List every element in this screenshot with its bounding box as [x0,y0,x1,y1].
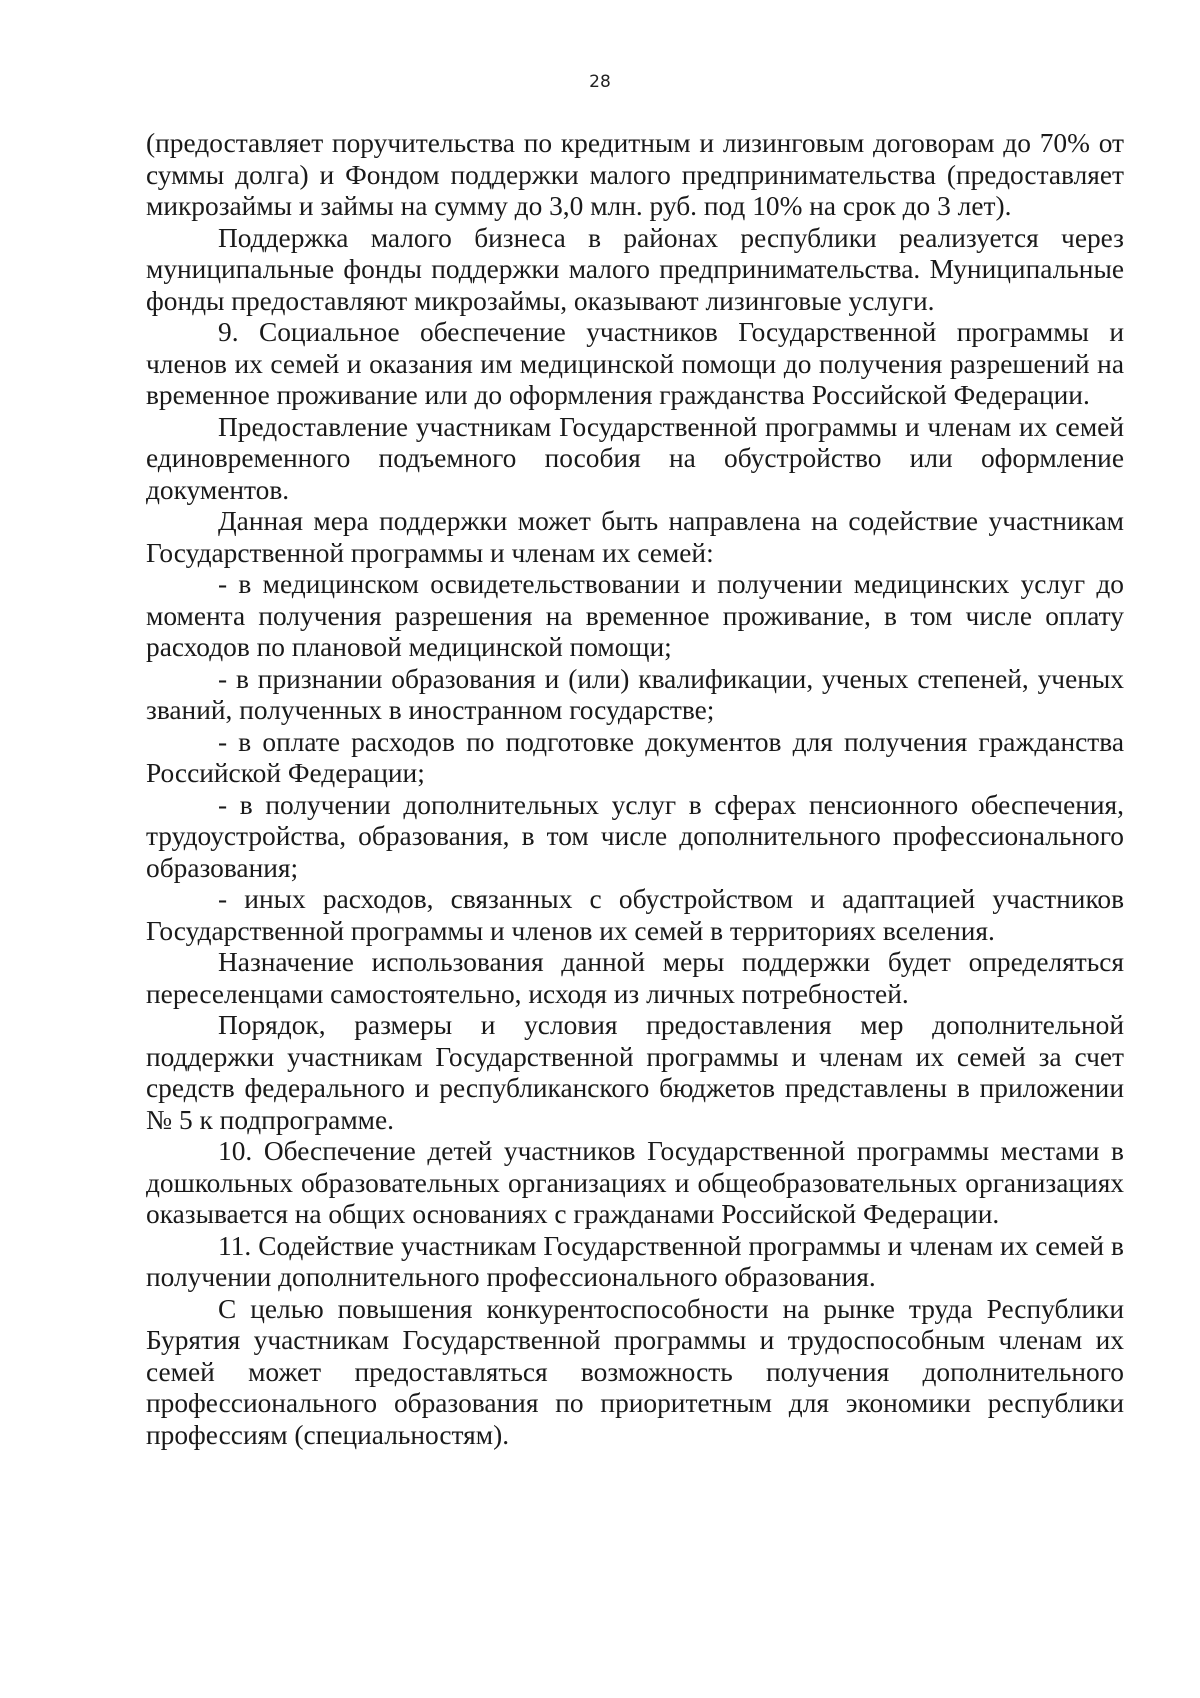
paragraph-procedure: Порядок, размеры и условия предоставления мер дополнительной поддержки участникам Государственной программы и членам их семей за счет средств федерального и республиканского бюджетов представлены в приложении № 5 к подпрограмме. [146,1010,1124,1135]
paragraph-purpose-of-use: Назначение использования данной меры поддержки будет определяться переселенцами самостоятельно, исходя из личных потребностей. [146,947,1124,1009]
list-item-citizenship-documents: - в оплате расходов по подготовке документов для получения гражданства Российской Федерации; [146,726,1124,788]
paragraph-item-10: 10. Обеспечение детей участников Государственной программы местами в дошкольных образовательных организациях и общеобразовательных организациях оказывается на общих основаниях с гражданами Российской Федерации. [146,1136,1124,1229]
paragraph-support-measure: Данная мера поддержки может быть направлена на содействие участникам Государственной программы и членам их семей: [146,506,1124,568]
paragraph-competitiveness: С целью повышения конкурентоспособности на рынке труда Республики Бурятия участникам Государственной программы и трудоспособным членам их семей может предоставляться возможность получения дополнительного профессионального образования по приоритетным для экономики республики профессиям (специальностям). [146,1293,1124,1450]
list-item-medical: - в медицинском освидетельствовании и получении медицинских услуг до момента получения разрешения на временное проживание, в том числе оплату расходов по плановой медицинской помощи; [146,569,1124,662]
paragraph-item-9: 9. Социальное обеспечение участников Государственной программы и членов их семей и оказания им медицинской помощи до получения разрешений на временное проживание или до оформления гражданства Российской Федерации. [146,317,1124,410]
list-item-other-expenses: - иных расходов, связанных с обустройством и адаптацией участников Государственной программы и членов их семей в территориях вселения. [146,884,1124,946]
paragraph-lump-sum-allowance: Предоставление участникам Государственной программы и членам их семей единовременного подъемного пособия на обустройство или оформление документов. [146,411,1124,505]
paragraph-item-11: 11. Содействие участникам Государственной программы и членам их семей в получении дополнительного профессионального образования. [146,1230,1124,1292]
list-item-additional-services: - в получении дополнительных услуг в сферах пенсионного обеспечения, трудоустройства, образования, в том числе дополнительного профессионального образования; [146,789,1124,883]
paragraph-small-business-support: Поддержка малого бизнеса в районах республики реализуется через муниципальные фонды поддержки малого предпринимательства. Муниципальные фонды предоставляют микрозаймы, оказывают лизинговые услуги. [146,222,1124,316]
document-body [146,128,1124,1451]
list-item-education-recognition: - в признании образования и (или) квалификации, ученых степеней, ученых званий, полученных в иностранном государстве; [146,663,1124,725]
paragraph-continuation: (предоставляет поручительства по кредитным и лизинговым договорам до 70% от суммы долга) и Фондом поддержки малого предпринимательства (предоставляет микрозаймы и займы на сумму до 3,0 млн. руб. под 10% на срок до 3 лет). [146,128,1124,221]
page-number: 28 [589,72,611,92]
